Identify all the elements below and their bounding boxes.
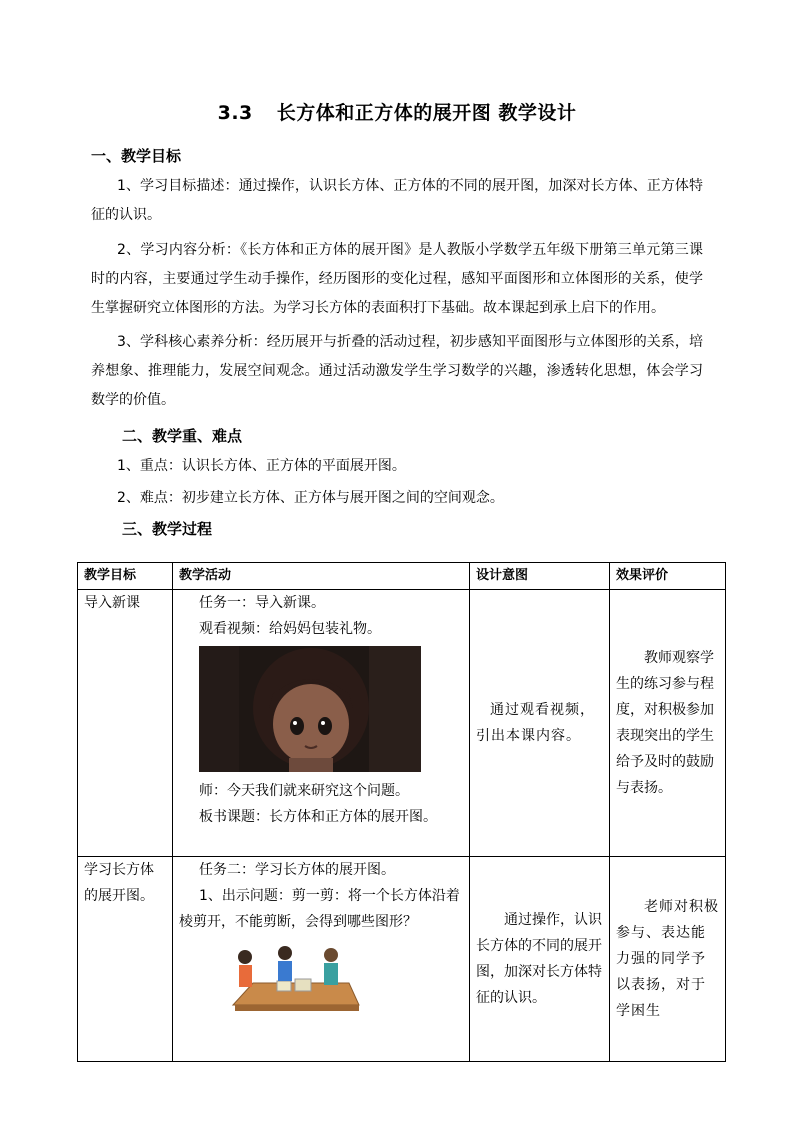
table-header-row — [78, 563, 726, 590]
row2-activity-line1: 任务二：学习长方体的展开图。 — [199, 862, 395, 878]
row1-activity-line3: 师：今天我们就来研究这个问题。 — [199, 783, 409, 799]
video-thumbnail[interactable] — [199, 646, 421, 772]
row2-activity — [173, 857, 470, 1062]
row1-goal: 导入新课 — [78, 590, 173, 857]
header-goal: 教学目标 — [78, 563, 173, 590]
cartoon-girl-image — [199, 646, 421, 772]
section1-paragraph-3: 3、学科核心素养分析：经历展开与折叠的活动过程，初步感知平面图形与立体图形的关系，培养想象、推理能力，发展空间观念。通过活动激发学生学习数学的兴趣，渗透转化思想，体会学习数学的价值。 — [91, 334, 703, 408]
section1-paragraph-1: 1、学习目标描述：通过操作，认识长方体、正方体的不同的展开图，加深对长方体、正方体特征的认识。 — [91, 178, 703, 223]
teaching-process-table — [77, 562, 726, 1062]
row1-activity — [173, 590, 470, 857]
table-row — [78, 590, 726, 857]
row2-activity-line2: 1、出示问题：剪一剪：将一个长方体沿着棱剪开，不能剪断，会得到哪些图形？ — [179, 888, 460, 930]
title-text: 长方体和正方体的展开图 教学设计 — [276, 102, 577, 124]
row1-activity-line4: 板书课题：长方体和正方体的展开图。 — [199, 809, 437, 825]
section1-paragraph-2: 2、学习内容分析：《长方体和正方体的展开图》是人教版小学数学五年级下册第三单元第三课时的内容，主要通过学生动手操作，经历图形的变化过程，感知平面图形和立体图形的关系，使学生掌握研究立体图形的方法。为学习长方体的表面积打下基础。故本课起到承上启下的作用。 — [91, 242, 703, 316]
document-title — [0, 98, 794, 125]
table-row — [78, 857, 726, 1062]
section2-paragraph-2: 2、难点：初步建立长方体、正方体与展开图之间的空间观念。 — [117, 490, 504, 506]
row1-activity-line2: 观看视频：给妈妈包装礼物。 — [199, 621, 381, 637]
row1-evaluation: 教师观察学生的练习参与程度，对积极参加表现突出的学生给予及时的鼓励与表扬。 — [610, 590, 726, 857]
section1-heading: 一、教学目标 — [91, 147, 182, 165]
header-evaluation: 效果评价 — [610, 563, 726, 590]
section3-heading: 三、教学过程 — [122, 520, 213, 538]
row2-goal: 学习长方体的展开图。 — [78, 857, 173, 1062]
section2-heading: 二、教学重、难点 — [122, 427, 243, 445]
row2-intent: 通过操作，认识长方体的不同的展开图，加深对长方体特征的认识。 — [470, 857, 610, 1062]
header-activity: 教学活动 — [173, 563, 470, 590]
header-intent: 设计意图 — [470, 563, 610, 590]
section2-paragraph-1: 1、重点：认识长方体、正方体的平面展开图。 — [117, 458, 406, 474]
row1-activity-line1: 任务一：导入新课。 — [199, 595, 325, 611]
row1-intent: 通过观看视频，引出本课内容。 — [470, 590, 610, 857]
title-number: 3.3 — [217, 102, 253, 124]
students-illustration — [223, 943, 363, 1023]
row2-evaluation: 老师对积极参与、表达能力强的同学予以表扬，对于学困生 — [610, 857, 726, 1062]
